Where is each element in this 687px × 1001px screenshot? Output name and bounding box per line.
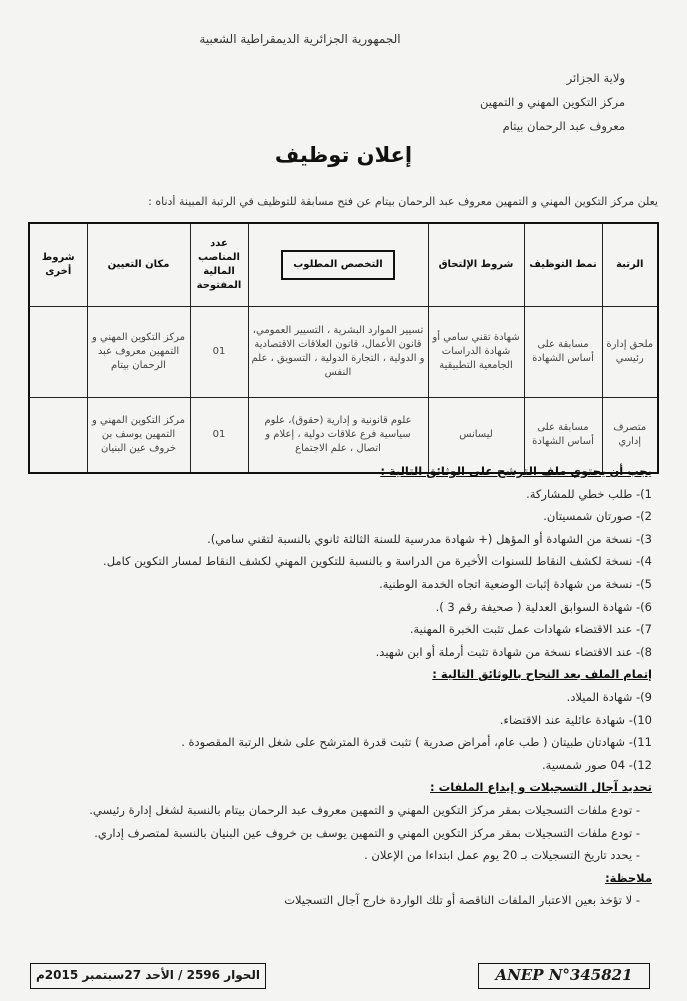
list-item: 5)- نسخة من شهادة إثبات الوضعية اتجاه الخدمة الوطنية. (379, 576, 652, 591)
newspaper-reference: الحوار 2596 / الأحد 27سبتمبر 2015م (30, 963, 266, 989)
row1-positions: 01 (190, 307, 248, 398)
page-title: إعلان توظيف (274, 143, 413, 167)
positions-table (28, 222, 659, 474)
table-header-row (29, 223, 658, 307)
documents-heading: يجب أن يحتوي ملف الترشح على الوثائق التالية : (380, 464, 652, 478)
deadline-item-text: تودع ملفات التسجيلات بمقر مركز التكوين المهني و التمهين معروف عبد الرحمان بيتام بالنسبة لشغل إدارة رئيسي. (89, 802, 633, 817)
list-item: - يحدد تاريخ التسجيلات بـ 20 يوم عمل ابتداءا من الإعلان . (364, 848, 640, 863)
list-item: 12)- 04 صور شمسية. (542, 757, 652, 772)
note-heading: ملاحظة: (605, 870, 652, 885)
list-item: 7)- عند الاقتضاء شهادات عمل تثبت الخبرة المهنية. (409, 622, 652, 637)
republic-header: الجمهورية الجزائرية الديمقراطية الشعبية (199, 32, 401, 46)
row2-rank: متصرف إداري (602, 398, 658, 474)
row1-other (29, 307, 87, 398)
deadline-heading: تحديد آجال التسجيلات و إيداع الملفات : (430, 780, 652, 795)
row2-location: مركز التكوين المهني و التمهين يوسف بن خروف عين البنيان (87, 398, 190, 474)
row1-conditions: شهادة تقني سامي أو شهادة الدراسات الجامعية التطبيقية (428, 307, 524, 398)
header-specialty: التخصص المطلوب (281, 250, 394, 280)
row2-conditions: ليسانس (428, 398, 524, 474)
row2-mode: مسابقة على أساس الشهادة (524, 398, 602, 474)
header-access-conditions: شروط الإلتحاق (428, 223, 524, 307)
header-rank: الرتبة (602, 223, 658, 307)
anep-reference: ANEP N°345821 (478, 963, 650, 989)
list-item: - تودع ملفات التسجيلات بمقر مركز التكوين المهني و التمهين يوسف بن خروف عين البنيان بالنسبة لمتصرف إداري. (94, 825, 640, 840)
row1-rank: ملحق إدارة رئيسي (602, 307, 658, 398)
wilaya-line: ولاية الجزائر (566, 71, 625, 85)
row1-mode: مسابقة على أساس الشهادة (524, 307, 602, 398)
center-line: مركز التكوين المهني و التمهين (480, 95, 625, 109)
documents-section (37, 460, 652, 912)
list-item: 8)- عند الاقتضاء نسخة من شهادة تثبت أرملة أو ابن شهيد. (375, 644, 652, 659)
list-item: 4)- نسخة لكشف النقاط للسنوات الأخيرة من الدراسة و بالنسبة للتكوين المهني لكشف النقاط لمسار التكوين كامل. (103, 554, 652, 569)
header-specialty-cell (248, 223, 428, 307)
center-name-line: معروف عبد الرحمان بيتام (502, 119, 625, 133)
list-item: 9)- شهادة الميلاد. (566, 689, 652, 704)
intro-paragraph: يعلن مركز التكوين المهني و التمهين معروف عبد الرحمان بيتام عن فتح مسابقة للتوظيف في الرتبة المبينة أدناه : (148, 195, 658, 208)
note-item-text: لا تؤخذ بعين الاعتبار الملفات الناقصة أو تلك الواردة خارج آجال التسجيلات (284, 893, 633, 908)
row1-specialty: تسيير الموارد البشرية ، التسيير العمومي، قانون الأعمال، قانون العلاقات الاقتصادية و الدولية ، التجارة الدولية ، التسويق ، علم النفس (248, 307, 428, 398)
row2-specialty: علوم قانونية و إدارية (حقوق)، علوم سياسية فرع علاقات دولية ، إعلام و اتصال ، علم الاجتماع (248, 398, 428, 474)
row2-positions: 01 (190, 398, 248, 474)
list-item: - لا تؤخذ بعين الاعتبار الملفات الناقصة أو تلك الواردة خارج آجال التسجيلات (284, 893, 640, 908)
header-location: مكان التعيين (87, 223, 190, 307)
list-item: 3)- نسخة من الشهادة أو المؤهل (+ شهادة مدرسية للسنة الثالثة ثانوي بالنسبة لتقني سامي). (207, 531, 652, 546)
list-item: 10)- شهادة عائلية عند الاقتضاء. (499, 712, 652, 727)
complete-heading: إتمام الملف بعد النجاح بالوثائق التالية : (432, 667, 652, 682)
list-item: 2)- صورتان شمسيتان. (543, 509, 652, 524)
list-item: 1)- طلب خطي للمشاركة. (526, 486, 652, 501)
list-item: - تودع ملفات التسجيلات بمقر مركز التكوين المهني و التمهين معروف عبد الرحمان بيتام بالنسبة لشغل إدارة رئيسي. (89, 802, 640, 817)
issuer-block (325, 66, 625, 138)
list-item: 11)- شهادتان طبيتان ( طب عام، أمراض صدرية ) تثبت قدرة المترشح على شغل الرتبة المقصودة . (181, 735, 652, 750)
list-item: 6)- شهادة السوابق العدلية ( صحيفة رقم 3 ). (435, 599, 652, 614)
header-other-conditions: شروط أخرى (29, 223, 87, 307)
header-positions: عدد المناصب المالية المفتوحة (190, 223, 248, 307)
table-row (29, 307, 658, 398)
row1-location: مركز التكوين المهني و التمهين معروف عبد الرحمان بيتام (87, 307, 190, 398)
deadline-item-text: يحدد تاريخ التسجيلات بـ 20 يوم عمل ابتداءا من الإعلان . (364, 848, 633, 863)
deadline-item-text: تودع ملفات التسجيلات بمقر مركز التكوين المهني و التمهين يوسف بن خروف عين البنيان بالنسبة لمتصرف إداري. (94, 825, 633, 840)
header-recruitment-mode: نمط التوظيف (524, 223, 602, 307)
